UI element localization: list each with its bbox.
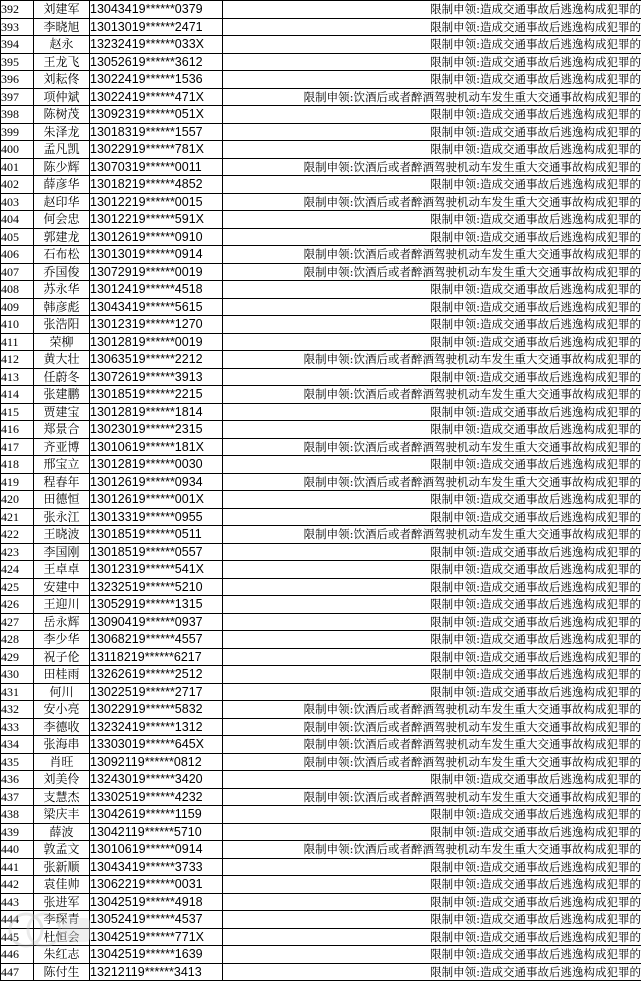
id-number: 13232519******5210 (90, 578, 223, 596)
person-name: 石布松 (34, 246, 90, 264)
id-number: 13012219******0015 (90, 193, 223, 211)
row-number: 441 (1, 858, 34, 876)
restriction-reason: 限制申领:饮酒后或者醉酒驾驶机动车发生重大交通事故构成犯罪的 (223, 88, 641, 106)
person-name: 支慧杰 (34, 788, 90, 806)
table-row (1, 36, 641, 54)
person-name: 郑景合 (34, 421, 90, 439)
restriction-reason: 限制申领:饮酒后或者醉酒驾驶机动车发生重大交通事故构成犯罪的 (223, 473, 641, 491)
restriction-reason: 限制申领:饮酒后或者醉酒驾驶机动车发生重大交通事故构成犯罪的 (223, 263, 641, 281)
id-number: 13012619******0910 (90, 228, 223, 246)
row-number: 439 (1, 823, 34, 841)
row-number: 435 (1, 753, 34, 771)
id-number: 13042619******1159 (90, 806, 223, 824)
table-row (1, 193, 641, 211)
id-number: 13012819******0019 (90, 333, 223, 351)
row-number: 396 (1, 71, 34, 89)
row-number: 392 (1, 1, 34, 19)
table-row (1, 158, 641, 176)
person-name: 朱红志 (34, 946, 90, 964)
table-row (1, 596, 641, 614)
id-number: 13012619******001X (90, 491, 223, 509)
row-number: 446 (1, 946, 34, 964)
row-number: 414 (1, 386, 34, 404)
restriction-reason: 限制申领:造成交通事故后逃逸构成犯罪的 (223, 281, 641, 299)
row-number: 401 (1, 158, 34, 176)
row-number: 402 (1, 176, 34, 194)
id-number: 13012219******591X (90, 211, 223, 229)
restriction-reason: 限制申领:造成交通事故后逃逸构成犯罪的 (223, 211, 641, 229)
restriction-reason: 限制申领:造成交通事故后逃逸构成犯罪的 (223, 421, 641, 439)
row-number: 415 (1, 403, 34, 421)
table-row (1, 771, 641, 789)
restriction-reason: 限制申领:造成交通事故后逃逸构成犯罪的 (223, 333, 641, 351)
restriction-reason: 限制申领:造成交通事故后逃逸构成犯罪的 (223, 368, 641, 386)
row-number: 427 (1, 613, 34, 631)
id-number: 13012319******1270 (90, 316, 223, 334)
row-number: 394 (1, 36, 34, 54)
restriction-reason: 限制申领:饮酒后或者醉酒驾驶机动车发生重大交通事故构成犯罪的 (223, 386, 641, 404)
person-name: 薛波 (34, 823, 90, 841)
id-number: 13012619******0934 (90, 473, 223, 491)
person-name: 乔国俊 (34, 263, 90, 281)
table-row (1, 386, 641, 404)
id-number: 13042119******5710 (90, 823, 223, 841)
table-row (1, 106, 641, 124)
restriction-reason: 限制申领:饮酒后或者醉酒驾驶机动车发生重大交通事故构成犯罪的 (223, 158, 641, 176)
row-number: 438 (1, 806, 34, 824)
id-number: 13042519******771X (90, 928, 223, 946)
id-number: 13022419******1536 (90, 71, 223, 89)
person-name: 陈少辉 (34, 158, 90, 176)
row-number: 411 (1, 333, 34, 351)
table-body (1, 1, 641, 981)
id-number: 13018519******0511 (90, 526, 223, 544)
row-number: 406 (1, 246, 34, 264)
table-row (1, 508, 641, 526)
restriction-reason: 限制申领:造成交通事故后逃逸构成犯罪的 (223, 106, 641, 124)
row-number: 408 (1, 281, 34, 299)
row-number: 429 (1, 648, 34, 666)
restriction-reason: 限制申领:造成交通事故后逃逸构成犯罪的 (223, 806, 641, 824)
row-number: 420 (1, 491, 34, 509)
person-name: 韩彦彪 (34, 298, 90, 316)
id-number: 13092319******051X (90, 106, 223, 124)
row-number: 423 (1, 543, 34, 561)
id-number: 13022919******5832 (90, 701, 223, 719)
row-number: 433 (1, 718, 34, 736)
restriction-reason: 限制申领:造成交通事故后逃逸构成犯罪的 (223, 648, 641, 666)
table-row (1, 421, 641, 439)
id-number: 13022919******781X (90, 141, 223, 159)
restriction-reason: 限制申领:造成交通事故后逃逸构成犯罪的 (223, 403, 641, 421)
id-number: 13232419******1312 (90, 718, 223, 736)
person-name: 王迎川 (34, 596, 90, 614)
table-row (1, 526, 641, 544)
restriction-reason: 限制申领:饮酒后或者醉酒驾驶机动车发生重大交通事故构成犯罪的 (223, 718, 641, 736)
table-row (1, 141, 641, 159)
row-number: 397 (1, 88, 34, 106)
id-number: 13012819******1814 (90, 403, 223, 421)
table-row (1, 928, 641, 946)
person-name: 杜恒会 (34, 928, 90, 946)
restriction-reason: 限制申领:造成交通事故后逃逸构成犯罪的 (223, 858, 641, 876)
id-number: 13090419******0937 (90, 613, 223, 631)
person-name: 邢宝立 (34, 456, 90, 474)
id-number: 13212119******3413 (90, 963, 223, 981)
person-name: 陈树茂 (34, 106, 90, 124)
row-number: 432 (1, 701, 34, 719)
row-number: 393 (1, 18, 34, 36)
table-row (1, 613, 641, 631)
table-row (1, 281, 641, 299)
person-name: 王晓波 (34, 526, 90, 544)
person-name: 田德恒 (34, 491, 90, 509)
person-name: 陈付生 (34, 963, 90, 981)
person-name: 薛彦华 (34, 176, 90, 194)
row-number: 426 (1, 596, 34, 614)
row-number: 443 (1, 893, 34, 911)
table-row (1, 71, 641, 89)
table-row (1, 578, 641, 596)
person-name: 贾建宝 (34, 403, 90, 421)
id-number: 13018219******4852 (90, 176, 223, 194)
table-row (1, 718, 641, 736)
restriction-reason: 限制申领:造成交通事故后逃逸构成犯罪的 (223, 613, 641, 631)
id-number: 13072919******0019 (90, 263, 223, 281)
id-number: 13013019******0914 (90, 246, 223, 264)
restriction-reason: 限制申领:造成交通事故后逃逸构成犯罪的 (223, 631, 641, 649)
person-name: 孟凡凯 (34, 141, 90, 159)
id-number: 13062219******0031 (90, 876, 223, 894)
restriction-reason: 限制申领:造成交通事故后逃逸构成犯罪的 (223, 491, 641, 509)
id-number: 13018519******2215 (90, 386, 223, 404)
table-row (1, 18, 641, 36)
id-number: 13013019******2471 (90, 18, 223, 36)
restriction-reason: 限制申领:造成交通事故后逃逸构成犯罪的 (223, 456, 641, 474)
person-name: 刘美伶 (34, 771, 90, 789)
restriction-reason: 限制申领:饮酒后或者醉酒驾驶机动车发生重大交通事故构成犯罪的 (223, 841, 641, 859)
person-name: 敦孟文 (34, 841, 90, 859)
restriction-reason: 限制申领:造成交通事故后逃逸构成犯罪的 (223, 18, 641, 36)
id-number: 13022519******2717 (90, 683, 223, 701)
table-row (1, 246, 641, 264)
person-name: 何会忠 (34, 211, 90, 229)
row-number: 430 (1, 666, 34, 684)
restriction-reason: 限制申领:饮酒后或者醉酒驾驶机动车发生重大交通事故构成犯罪的 (223, 193, 641, 211)
table-row (1, 893, 641, 911)
person-name: 齐亚博 (34, 438, 90, 456)
row-number: 445 (1, 928, 34, 946)
restriction-reason: 限制申领:造成交通事故后逃逸构成犯罪的 (223, 141, 641, 159)
id-number: 13070319******0011 (90, 158, 223, 176)
id-number: 13042519******1639 (90, 946, 223, 964)
row-number: 412 (1, 351, 34, 369)
id-number: 13262619******2512 (90, 666, 223, 684)
table-row (1, 736, 641, 754)
table-row (1, 88, 641, 106)
table-row (1, 1, 641, 19)
row-number: 410 (1, 316, 34, 334)
table-row (1, 753, 641, 771)
id-number: 13232419******033X (90, 36, 223, 54)
person-name: 苏永华 (34, 281, 90, 299)
restriction-reason: 限制申领:造成交通事故后逃逸构成犯罪的 (223, 298, 641, 316)
person-name: 张浩阳 (34, 316, 90, 334)
id-number: 13092119******0812 (90, 753, 223, 771)
id-number: 13068219******4557 (90, 631, 223, 649)
table-row (1, 561, 641, 579)
person-name: 程春年 (34, 473, 90, 491)
table-row (1, 333, 641, 351)
table-row (1, 666, 641, 684)
row-number: 431 (1, 683, 34, 701)
person-name: 张进军 (34, 893, 90, 911)
restriction-reason: 限制申领:饮酒后或者醉酒驾驶机动车发生重大交通事故构成犯罪的 (223, 736, 641, 754)
restriction-reason: 限制申领:造成交通事故后逃逸构成犯罪的 (223, 596, 641, 614)
restriction-reason: 限制申领:饮酒后或者醉酒驾驶机动车发生重大交通事故构成犯罪的 (223, 351, 641, 369)
row-number: 398 (1, 106, 34, 124)
table-row (1, 123, 641, 141)
table-row (1, 946, 641, 964)
restriction-reason: 限制申领:造成交通事故后逃逸构成犯罪的 (223, 911, 641, 929)
person-name: 张永江 (34, 508, 90, 526)
row-number: 395 (1, 53, 34, 71)
restriction-reason: 限制申领:造成交通事故后逃逸构成犯罪的 (223, 71, 641, 89)
row-number: 399 (1, 123, 34, 141)
table-row (1, 491, 641, 509)
table-row (1, 53, 641, 71)
row-number: 421 (1, 508, 34, 526)
id-number: 13010619******181X (90, 438, 223, 456)
row-number: 418 (1, 456, 34, 474)
person-name: 张建鹏 (34, 386, 90, 404)
person-name: 赵永 (34, 36, 90, 54)
id-number: 13012819******0030 (90, 456, 223, 474)
id-number: 13018319******1557 (90, 123, 223, 141)
table-row (1, 263, 641, 281)
person-name: 张海串 (34, 736, 90, 754)
row-number: 417 (1, 438, 34, 456)
table-row (1, 631, 641, 649)
restriction-reason: 限制申领:造成交通事故后逃逸构成犯罪的 (223, 893, 641, 911)
table-row (1, 823, 641, 841)
restriction-reason: 限制申领:饮酒后或者醉酒驾驶机动车发生重大交通事故构成犯罪的 (223, 246, 641, 264)
person-name: 荣柳 (34, 333, 90, 351)
person-name: 田桂雨 (34, 666, 90, 684)
table-row (1, 351, 641, 369)
row-number: 404 (1, 211, 34, 229)
person-name: 李德收 (34, 718, 90, 736)
row-number: 434 (1, 736, 34, 754)
person-name: 李琛青 (34, 911, 90, 929)
person-name: 刘建军 (34, 1, 90, 19)
restriction-reason: 限制申领:造成交通事故后逃逸构成犯罪的 (223, 823, 641, 841)
person-name: 郭建龙 (34, 228, 90, 246)
row-number: 400 (1, 141, 34, 159)
restriction-reason: 限制申领:造成交通事故后逃逸构成犯罪的 (223, 666, 641, 684)
person-name: 王龙飞 (34, 53, 90, 71)
row-number: 409 (1, 298, 34, 316)
restriction-reason: 限制申领:饮酒后或者醉酒驾驶机动车发生重大交通事故构成犯罪的 (223, 753, 641, 771)
table-row (1, 298, 641, 316)
person-name: 岳永辉 (34, 613, 90, 631)
restriction-reason: 限制申领:造成交通事故后逃逸构成犯罪的 (223, 1, 641, 19)
id-number: 13303019******645X (90, 736, 223, 754)
id-number: 13042519******4918 (90, 893, 223, 911)
id-number: 13243019******3420 (90, 771, 223, 789)
person-name: 何川 (34, 683, 90, 701)
restriction-reason: 限制申领:造成交通事故后逃逸构成犯罪的 (223, 53, 641, 71)
id-number: 13043419******5615 (90, 298, 223, 316)
restriction-reason: 限制申领:饮酒后或者醉酒驾驶机动车发生重大交通事故构成犯罪的 (223, 526, 641, 544)
restriction-reason: 限制申领:饮酒后或者醉酒驾驶机动车发生重大交通事故构成犯罪的 (223, 701, 641, 719)
row-number: 442 (1, 876, 34, 894)
row-number: 424 (1, 561, 34, 579)
id-number: 13052619******3612 (90, 53, 223, 71)
person-name: 肖旺 (34, 753, 90, 771)
id-number: 13022419******471X (90, 88, 223, 106)
row-number: 403 (1, 193, 34, 211)
id-number: 13023019******2315 (90, 421, 223, 439)
id-number: 13013319******0955 (90, 508, 223, 526)
row-number: 413 (1, 368, 34, 386)
row-number: 405 (1, 228, 34, 246)
id-number: 13302519******4232 (90, 788, 223, 806)
row-number: 447 (1, 963, 34, 981)
id-number: 13118219******6217 (90, 648, 223, 666)
row-number: 407 (1, 263, 34, 281)
table-row (1, 473, 641, 491)
restriction-reason: 限制申领:造成交通事故后逃逸构成犯罪的 (223, 123, 641, 141)
table-row (1, 876, 641, 894)
table-row (1, 543, 641, 561)
restriction-reason: 限制申领:造成交通事故后逃逸构成犯罪的 (223, 36, 641, 54)
id-number: 13012319******541X (90, 561, 223, 579)
row-number: 437 (1, 788, 34, 806)
person-name: 朱泽龙 (34, 123, 90, 141)
person-name: 祝子伦 (34, 648, 90, 666)
restriction-reason: 限制申领:造成交通事故后逃逸构成犯罪的 (223, 876, 641, 894)
id-number: 13052419******4537 (90, 911, 223, 929)
person-name: 袁佳帅 (34, 876, 90, 894)
id-number: 13043419******3733 (90, 858, 223, 876)
table-row (1, 176, 641, 194)
restriction-reason: 限制申领:造成交通事故后逃逸构成犯罪的 (223, 963, 641, 981)
row-number: 440 (1, 841, 34, 859)
person-name: 李晓旭 (34, 18, 90, 36)
person-name: 项仲斌 (34, 88, 90, 106)
person-name: 王卓卓 (34, 561, 90, 579)
restriction-reason: 限制申领:造成交通事故后逃逸构成犯罪的 (223, 543, 641, 561)
restriction-reason: 限制申领:造成交通事故后逃逸构成犯罪的 (223, 561, 641, 579)
id-number: 13063519******2212 (90, 351, 223, 369)
row-number: 425 (1, 578, 34, 596)
table-row (1, 438, 641, 456)
restriction-reason: 限制申领:造成交通事故后逃逸构成犯罪的 (223, 176, 641, 194)
table-row (1, 841, 641, 859)
row-number: 416 (1, 421, 34, 439)
row-number: 422 (1, 526, 34, 544)
table-row (1, 701, 641, 719)
row-number: 419 (1, 473, 34, 491)
id-number: 13043419******0379 (90, 1, 223, 19)
table-row (1, 211, 641, 229)
table-row (1, 456, 641, 474)
id-number: 13012419******4518 (90, 281, 223, 299)
id-number: 13052919******1315 (90, 596, 223, 614)
table-row (1, 228, 641, 246)
restriction-reason: 限制申领:造成交通事故后逃逸构成犯罪的 (223, 771, 641, 789)
id-number: 13072619******3913 (90, 368, 223, 386)
table-row (1, 858, 641, 876)
row-number: 428 (1, 631, 34, 649)
table-row (1, 911, 641, 929)
restriction-reason: 限制申领:造成交通事故后逃逸构成犯罪的 (223, 316, 641, 334)
row-number: 436 (1, 771, 34, 789)
restriction-reason: 限制申领:饮酒后或者醉酒驾驶机动车发生重大交通事故构成犯罪的 (223, 438, 641, 456)
id-number: 13010619******0914 (90, 841, 223, 859)
restriction-reason: 限制申领:造成交通事故后逃逸构成犯罪的 (223, 228, 641, 246)
table-row (1, 683, 641, 701)
row-number: 444 (1, 911, 34, 929)
table-row (1, 316, 641, 334)
restriction-reason: 限制申领:造成交通事故后逃逸构成犯罪的 (223, 946, 641, 964)
person-name: 黄大壮 (34, 351, 90, 369)
person-name: 赵印华 (34, 193, 90, 211)
table-row (1, 403, 641, 421)
table-row (1, 806, 641, 824)
restriction-reason: 限制申领:造成交通事故后逃逸构成犯罪的 (223, 508, 641, 526)
restriction-reason: 限制申领:饮酒后或者醉酒驾驶机动车发生重大交通事故构成犯罪的 (223, 788, 641, 806)
table-row (1, 648, 641, 666)
person-name: 任蔚冬 (34, 368, 90, 386)
id-number: 13018519******0557 (90, 543, 223, 561)
person-name: 安小亮 (34, 701, 90, 719)
table-row (1, 368, 641, 386)
restriction-reason: 限制申领:造成交通事故后逃逸构成犯罪的 (223, 928, 641, 946)
restriction-reason: 限制申领:造成交通事故后逃逸构成犯罪的 (223, 578, 641, 596)
person-name: 李少华 (34, 631, 90, 649)
restriction-reason: 限制申领:造成交通事故后逃逸构成犯罪的 (223, 683, 641, 701)
person-name: 安建中 (34, 578, 90, 596)
table-row (1, 788, 641, 806)
person-name: 张新顺 (34, 858, 90, 876)
person-name: 梁庆丰 (34, 806, 90, 824)
person-name: 李国刚 (34, 543, 90, 561)
person-name: 刘耘佟 (34, 71, 90, 89)
